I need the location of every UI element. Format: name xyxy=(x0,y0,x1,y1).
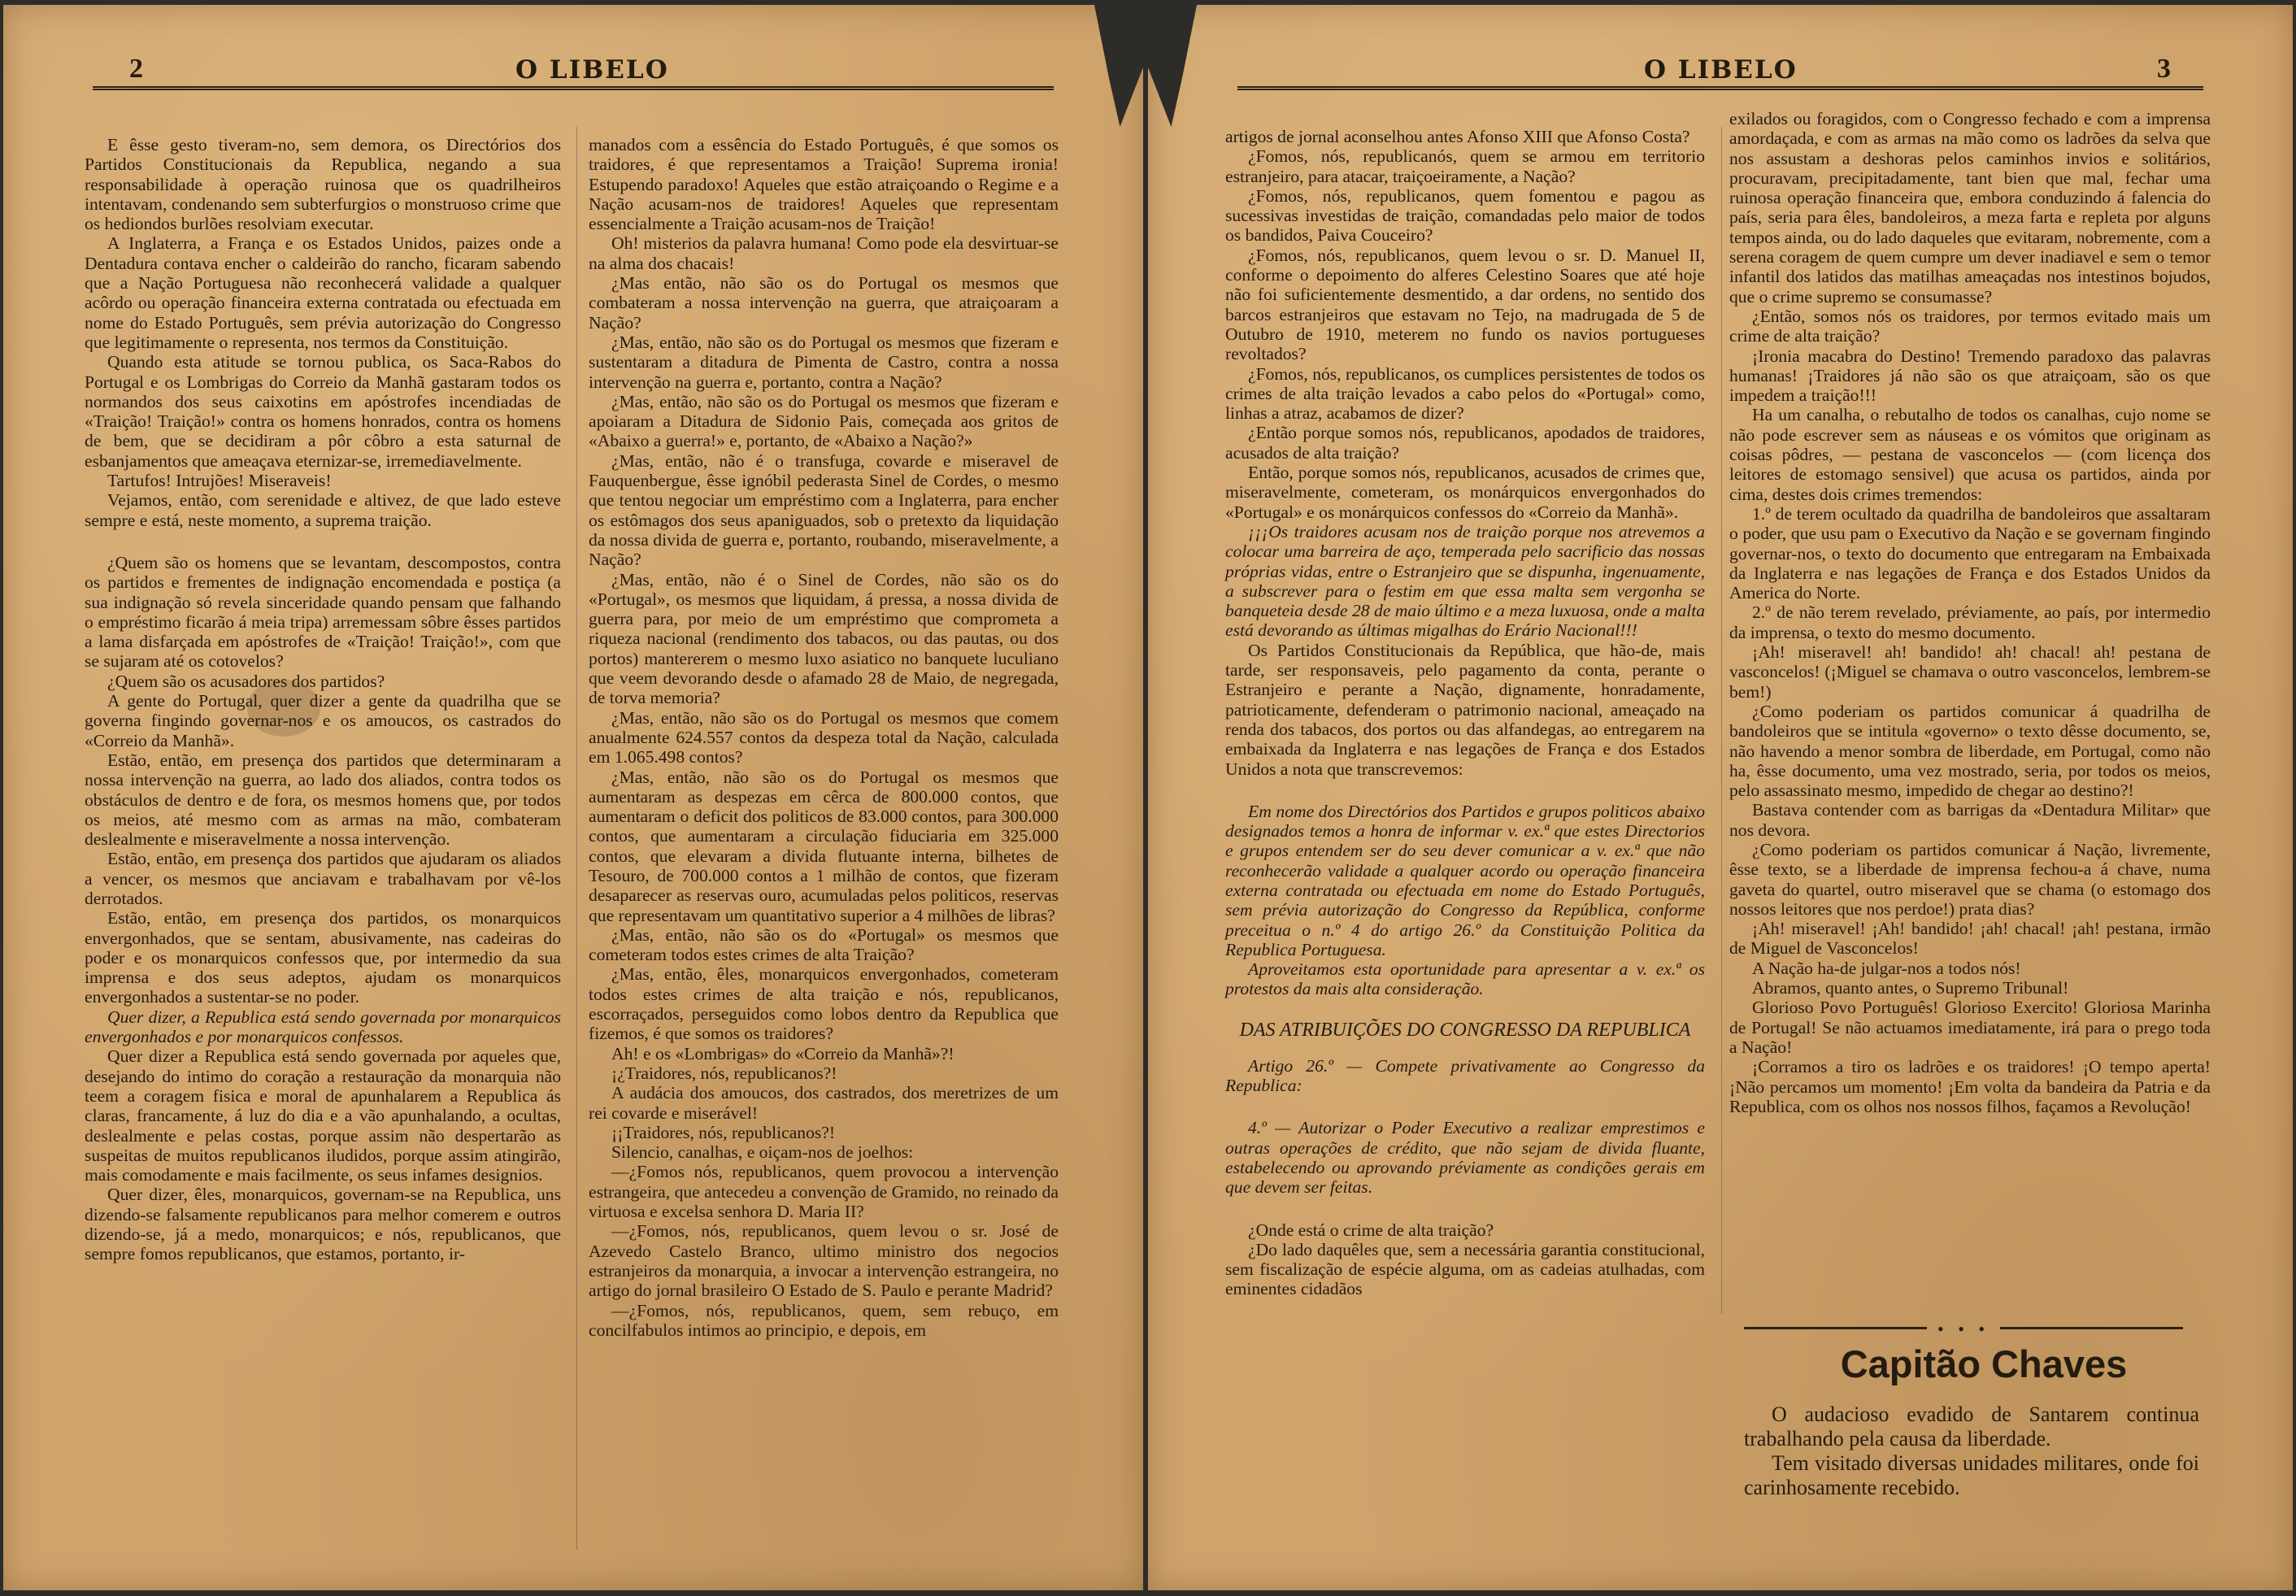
paragraph: ¡¡¡Os traidores acusam nos de traição porque nos atrevemos a colocar uma barreira de aço, temperada pelo sacrificio das nossas próprias vidas, entre o Estranjeiro que se dispunha, ingenuamente, a subscrever para o festim em que essa malta sem vergonha se banqueteia desde 28 de maio último e a meza luxuosa, onde a malta está devorando as últimas migalhas do Erário Nacional!!! xyxy=(1225,521,1705,641)
ornament-dots: • • • xyxy=(1937,1319,1990,1339)
paragraph: Tartufos! Intrujões! Miseraveis! xyxy=(107,471,332,491)
paragraph: —¿Fomos, nós, republicanos, quem levou o sr. José de Azevedo Castelo Branco, ultimo ministro dos negocios estranjeiros da monarquia, a invocar a intervenção estrangeira, no artigo do jornal brasileiro O Estado de S. Paulo e perante Madrid? xyxy=(589,1221,1059,1301)
notice-title: Capitão Chaves xyxy=(1840,1342,2128,1385)
right-page-column-2 xyxy=(1729,109,2211,1116)
ornament-line xyxy=(1744,1327,1927,1329)
paragraph: Quer dizer, a Republica está sendo governada por monarquicos envergonhados e por monarquicos confessos. xyxy=(85,1007,561,1047)
paragraph: ¿Mas, então, não são os do Portugal os mesmos que comem anualmente 624.557 contos da despeza total da Nação, calculada em 1.065.498 contos? xyxy=(589,707,1059,768)
paragraph: 2.º de não terem revelado, préviamente, ao país, por intermedio da imprensa, o texto do mesmo documento. xyxy=(1729,602,2211,642)
paragraph: ¡Ah! miseravel! ¡Ah! bandido! ¡ah! chacal! ¡ah! pestana, irmão de Miguel de Vasconcelos! xyxy=(1729,919,2211,959)
paragraph: ¡¿Traidores, nós, republicanos?! xyxy=(611,1063,837,1083)
paragraph: ¿Quem são os acusadores dos partidos? xyxy=(107,671,385,691)
paragraph: —¿Fomos, nós, republicanos, quem, sem rebuço, em concilfabulos intimos ao principio, e depois, em xyxy=(589,1300,1059,1340)
paragraph: Vejamos, então, com serenidade e altivez, de que lado esteve sempre e está, neste momento, a suprema traição. xyxy=(85,490,561,530)
paragraph: Os Partidos Constitucionais da República, que hão-de, mais tarde, ser responsaveis, pelo pagamento da conta, perante o Estranjeiro e perante a Nação, dignamente, honradamente, patrioticamente, defenderam o patrimonio nacional, ameaçado na renda dos tabacos, dos portos ou das alfandegas, ao entregarem na embaixada da Inglaterra e nas legações de França e dos Estados Unidos a nota que transcrevemos: xyxy=(1225,640,1705,779)
paragraph: manados com a essência do Estado Português, é que somos os traidores, é que representamos a Traição! Suprema ironia! Estupendo paradoxo! Aqueles que estão atraiçoando o Regime e a Nação acusam-nos de traidores! Aqueles que representam essencialmente a Traição acusam-nos de Traição! xyxy=(589,135,1059,234)
paragraph: A Nação ha-de julgar-nos a todos nós! xyxy=(1752,958,2021,978)
paragraph: Oh! misterios da palavra humana! Como pode ela desvirtuar-se na alma dos chacais! xyxy=(589,233,1059,273)
paragraph: ¿Mas, então, não são os do Portugal os mesmos que fizeram e apoiaram a Ditadura de Sidonio Pais, começada aos gritos de «Abaixo a guerra!» e, portanto, de «Abaixo a Nação?» xyxy=(589,391,1059,451)
paragraph: Bastava contender com as barrigas da «Dentadura Militar» que nos devora. xyxy=(1729,800,2211,840)
paragraph: ¿Mas, então, êles, monarquicos envergonhados, cometeram todos estes crimes de alta traição e nós, republicanos, escorraçados, perseguidos como lobos dentro da Republica que fizemos, é que somos os traidores? xyxy=(589,964,1059,1044)
notice-paragraph: O audacioso evadido de Santarem continua trabalhando pela causa da liberdade. xyxy=(1744,1402,2199,1450)
paragraph: Estão, então, em presença dos partidos, os monarquicos envergonhados, que se sentam, abusivamente, nas cadeiras do poder e os monarquicos confessos que, por intermedio da sua imprensa e dos seus adeptos, ajudam os monarquicos envergonhados a sustentar-se no poder. xyxy=(85,908,561,1007)
paragraph: ¿Mas, então, não é o Sinel de Cordes, não são os do «Portugal», os mesmos que liquidam, á pressa, a nossa divida de guerra para, por meio de um empréstimo que comprometa a riqueza nacional (rendimento dos tabacos, ou das pautas, ou dos portos) mantererem o mesmo luxo asiatico no banquete luculiano que veem devorando desde o afamado 28 de Maio, de negregada, de torva memoria? xyxy=(589,569,1059,708)
left-page-column-1 xyxy=(85,135,561,1264)
paragraph: ¡Corramos a tiro os ladrões e os traidores! ¡O tempo aperta! ¡Não percamos um momento! ¡Em volta da bandeira da Patria e da Republica, com os olhos nos nossos filhos, façamos a Revolução! xyxy=(1729,1057,2211,1116)
column-rule xyxy=(1721,127,1722,1314)
paragraph: ¿Fomos, nós, republicanos, quem levou o sr. D. Manuel II, conforme o depoimento do alferes Celestino Soares que até hoje não foi suficientemente desmentido, a dar ordens, no sentido dos barcos estranjeiros que estavam no Tejo, na madrugada de 5 de Outubro de 1910, meterem no fundo os navios portugueses revoltados? xyxy=(1225,245,1705,364)
paragraph: ¿Então, somos nós os traidores, por termos evitado mais um crime de alta traição? xyxy=(1729,306,2211,346)
paragraph: ¿Como poderiam os partidos comunicar á quadrilha de bandoleiros que se intitula «governo» o texto dêsse documento, se, não havendo a menor sombra de liberdade, em Portugal, como não ha, êsse documento, uma vez mostrado, seria, por todos os meios, pelo assassinato mesmo, impedido de chegar ao destino?! xyxy=(1729,701,2211,801)
paragraph: ¿Como poderiam os partidos comunicar á Nação, livremente, êsse texto, se a liberdade de imprensa fechou-a á chave, numa gaveta do quartel, outro miseravel que se chama (o estomago dos nossos leitores que nos perdoe!) prata dias? xyxy=(1729,839,2211,919)
paragraph: 1.º de terem ocultado da quadrilha de bandoleiros que assaltaram o poder, que usu pam o Executivo da Nação e se governam fingindo governar-nos, o texto do documento que entregaram na Embaixada da Inglaterra e nas legações de França e dos Estados Unidos da America do Norte. xyxy=(1729,503,2211,603)
paragraph: ¿Mas, então, não são os do Portugal os mesmos que aumentaram as despezas em cêrca de 800.000 contos, que aumentaram o deficit dos politicos de 83.000 contos, para 300.000 contos, que aumentaram a circulação fiduciaria em 325.000 contos, que elevaram a divida flutuante interna, bilhetes de Tesouro, de 700.000 contos a 1 milhão de contos, que fizeram desaparecer as reservas ouro, acumuladas pelos politicos, reservas que representavam um quantitativo superior a 4 milhões de libras? xyxy=(589,767,1059,925)
paragraph: ¿Mas, então, não são os do Portugal os mesmos que fizeram e sustentaram a ditadura de Pimenta de Castro, contra a nossa intervenção na guerra e, portanto, contra a Nação? xyxy=(589,332,1059,392)
newspaper-title: O LIBELO xyxy=(515,55,669,85)
quoted-note-closing: Aproveitamos esta oportunidade para apresentar a v. ex.ª os protestos da mais alta consideração. xyxy=(1225,959,1705,999)
paragraph: Glorioso Povo Português! Glorioso Exercito! Gloriosa Marinha de Portugal! Se não actuamos imediatamente, irá para o prego toda a Nação! xyxy=(1729,998,2211,1057)
paragraph: A Inglaterra, a França e os Estados Unidos, paizes onde a Dentadura contava encher o caldeirão do rancho, ficaram sabendo que a Nação Portuguesa não reconhecerá validade a qualquer acôrdo ou operação financeira externa contratada ou efectuada em nome do Estado Português, sem prévia autorização do Congresso que legitimamente o representa, nos termos da Constituição. xyxy=(85,233,561,352)
paragraph: ¿Mas então, não são os do Portugal os mesmos que combateram a nossa intervenção na guerra, que atraiçoaram a Nação? xyxy=(589,273,1059,333)
page-number: 3 xyxy=(2157,54,2171,84)
paragraph: Estão, então, em presença dos partidos que determinaram a nossa intervenção na guerra, ao lado dos aliados, contra todos os obstáculos de dentro e de fora, os mesmos homens que, por todos os meios, até mesmo com as armas na mão, combateram deslealmente e miseravelmente a nossa intervenção. xyxy=(85,750,561,850)
paragraph: ¿Mas, então, não é o transfuga, covarde e miseravel de Fauquenbergue, êsse ignóbil pederasta Sinel de Cordes, o mesmo que tentou negociar um empréstimo com a Inglaterra, para encher os estômagos dos seus apaniguados, sob o pretexto da liquidação da nossa divida de guerra e, portanto, roubando, miseravelmente, a Nação? xyxy=(589,450,1059,570)
notice-paragraph: Tem visitado diversas unidades militares, onde foi carinhosamente recebido. xyxy=(1744,1451,2199,1499)
quoted-note: Em nome dos Directórios dos Partidos e grupos politicos abaixo designados temos a honra de informar v. ex.ª que estes Directorios e grupos entendem ser do seu dever comunicar a v. ex.ª que não reconhecerão validade a qualquer acordo ou operação financeira externa contratada ou efectuada em nome do Estado Português, sem prévia autorização do Congresso da República, conforme preceitua o n.º 4 do artigo 26.º da Constituição Politica da Republica Portuguesa. xyxy=(1225,801,1705,959)
paragraph: A gente do Portugal, quer dizer a gente da quadrilha que se governa fingindo governar-nos e os amoucos, os castrados do «Correio da Manhã». xyxy=(85,691,561,750)
paragraph: exilados ou foragidos, com o Congresso fechado e com a imprensa amordaçada, e com as armas na mão como os ladrões da selva que nos assustam a deshoras pelos caminhos invios e solitários, procuravam, precipitadamente, tant bien que mal, fechar uma ruinosa operação financeira que, embora conduzindo á falencia do país, seria para êles, bandoleiros, a meza farta e repleta por alguns tempos ainda, ou do lado daqueles que evitaram, nobremente, com a serena coragem de quem cumpre um dever inadiavel e sem o temor infantil dos latidos das matilhas ameaçadas nos intestinos bojudos, que o crime supremo se consumasse? xyxy=(1729,109,2211,307)
paragraph: ¡Ironia macabra do Destino! Tremendo paradoxo das palavras humanas! ¡Traidores já não são os que atraiçoam, são os que impedem a traição!!! xyxy=(1729,346,2211,406)
right-page-header xyxy=(1237,54,2203,90)
paragraph: ¡Ah! miseravel! ah! bandido! ah! chacal! ah! pestana de vasconcelos! (¡Miguel se chamava o outro vasconcelos, lembrem-se bem!) xyxy=(1729,642,2211,702)
paragraph: A audácia dos amoucos, dos castrados, dos meretrizes de um rei covarde e miserável! xyxy=(589,1083,1059,1123)
paragraph: Então, porque somos nós, republicanos, acusados de crimes que, miseravelmente, cometeram, os monárquicos envergonhados do «Portugal» e os monárquicos confessos do «Correio da Manhã». xyxy=(1225,463,1705,522)
left-page xyxy=(3,5,1143,1590)
paragraph: artigos de jornal aconselhou antes Afonso XIII que Afonso Costa? xyxy=(1225,127,1690,146)
paragraph: ¿Então porque somos nós, republicanos, apodados de traidores, acusados de alta traição? xyxy=(1225,423,1705,463)
paragraph: ¿Fomos, nós, republicanos, os cumplices persistentes de todos os crimes de alta traição levados a cabo pelos do «Portugal» como, linhas a atraz, acabamos de dizer? xyxy=(1225,363,1705,424)
page-number: 2 xyxy=(129,54,143,84)
paragraph: ¿Mas, então, não são os do «Portugal» os mesmos que cometeram todos estes crimes de alta Traição? xyxy=(589,924,1059,965)
column-rule xyxy=(576,127,577,1550)
paragraph: Ah! e os «Lombrigas» do «Correio da Manhã»?! xyxy=(611,1043,954,1063)
paragraph: Quer dizer, êles, monarquicos, governam-se na Republica, uns dizendo-se falsamente republicanos para melhor comerem e outros dizendo-se, já a medo, monarquicos; e nós, republicanos, que sempre fomos republicanos, que estamos, portanto, ir- xyxy=(85,1185,561,1264)
paragraph: ¿Quem são os homens que se levantam, descompostos, contra os partidos e frementes de indignação encomendada e postiça (a sua indignação só revela sinceridade quando pensam que falhando o empréstimo ficarão á meia tripa) arremessam sôbre êsses partidos a lama disfarçada em apóstrofes de «Traição! Traição!», com que se sujaram até os cotovelos? xyxy=(85,552,561,672)
paragraph: —¿Fomos nós, republicanos, quem provocou a intervenção estrangeira, que antecedeu a convenção de Gramido, no reinado da virtuosa e excelsa senhora D. Maria II? xyxy=(589,1162,1059,1222)
ornament-line xyxy=(2000,1327,2183,1329)
paragraph: Ha um canalha, o rebutalho de todos os canalhas, cujo nome se não pode escrever sem as náuseas e os vómitos que originam as coisas pôdres, — pestana de vasconcelos — (com licença dos leitores de estomago sensivel) que acusa os partidos, ainda por cima, destes dois crimes tremendos: xyxy=(1729,405,2211,504)
article-text: 4.º — Autorizar o Poder Executivo a realizar emprestimos e outras operações de crédito, que não sejam de divida fluante, estabelecendo ou aprovando préviamente as condições gerais em que devem ser feitas. xyxy=(1225,1118,1705,1198)
paragraph: Silencio, canalhas, e oiçam-nos de joelhos: xyxy=(611,1142,914,1163)
paragraph: ¿Onde está o crime de alta traição? xyxy=(1248,1220,1494,1240)
paragraph: ¿Fomos, nós, republicanos, quem fomentou e pagou as sucessivas investidas de traição, comandadas pelo maior de todos os bandidos, Paiva Couceiro? xyxy=(1225,185,1705,246)
paper-tear xyxy=(1094,5,1143,127)
paragraph: Quer dizer a Republica está sendo governada por aqueles que, desejando do intimo do coração a restauração da monarquia não teem a coragem fisica e moral de apunhalarem a Republica ás claras, francamente, á luz do dia e a vão apunhalando, a ocultas, deslealmente e pelas costas, porque assim não despertarão as suspeitas de muitos republicanos iludidos, porque assim atingirão, mais comodamente e mais facilmente, os seus infames designios. xyxy=(85,1046,561,1185)
ornament-divider xyxy=(1744,1319,2183,1338)
paper-tear xyxy=(1148,5,1197,127)
paragraph: ¿Fomos, nós, republicanós, quem se armou em territorio estranjeiro, para atacar, traiçoeiramente, a Nação? xyxy=(1225,146,1705,186)
paragraph: E êsse gesto tiveram-no, sem demora, os Directórios dos Partidos Constitucionais da Republica, negando a sua responsabilidade à operação ruinosa que os quadrilheiros intentavam, condenando sem subterfurgios o monstruoso crime que os hediondos burlões resolviam executar. xyxy=(85,135,561,234)
newspaper-title: O LIBELO xyxy=(1644,55,1798,85)
paragraph: Estão, então, em presença dos partidos que ajudaram os aliados a vencer, os mesmos que anciavam e trabalhavam por vê-los derrotados. xyxy=(85,849,561,908)
paragraph: Quando esta atitude se tornou publica, os Saca-Rabos do Portugal e os Lombrigas do Correio da Manhã gastaram todos os normandos dos seus caixotins em apóstrofes incendiadas de «Traição! Traição!» contra os homens honrados, contra os homens de bem, que se decidiram a pôr côbro a esta saturnal de esbanjamentos que ameaçava eternizar-se, irremediavelmente. xyxy=(85,352,561,471)
paragraph: ¿Do lado daquêles que, sem a necessária garantia constitucional, sem fiscalização de espécie alguma, om as cadeias atulhadas, com eminentes cidadãos xyxy=(1225,1239,1705,1299)
article-text: Artigo 26.º — Compete privativamente ao Congresso da Republica: xyxy=(1225,1055,1705,1096)
paragraph: ¡¡Traidores, nós, republicanos?! xyxy=(611,1122,836,1142)
section-heading: DAS ATRIBUIÇÕES DO CONGRESSO DA REPUBLICA xyxy=(1239,1019,1691,1041)
right-page-column-1 xyxy=(1225,127,1705,1299)
paragraph: Abramos, quanto antes, o Supremo Tribunal! xyxy=(1752,978,2069,998)
left-page-header xyxy=(93,54,1054,90)
left-page-column-2 xyxy=(589,135,1059,1340)
notice-text xyxy=(1744,1402,2199,1500)
